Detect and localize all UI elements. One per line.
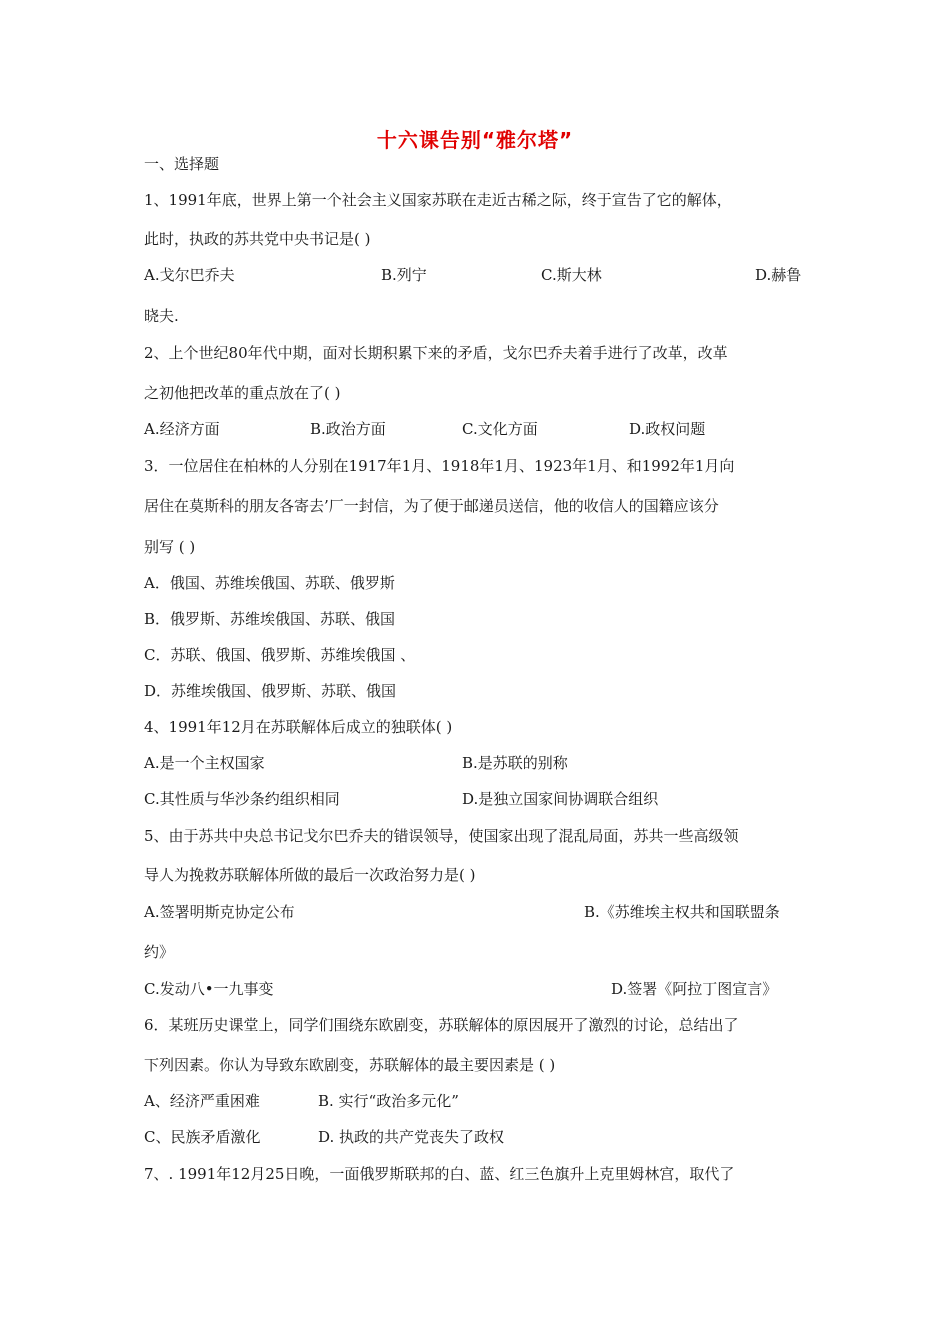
question-4-option-d: D.是独立国家间协调联合组织: [462, 790, 659, 808]
question-6-option-c: C、民族矛盾激化: [144, 1128, 261, 1146]
question-1-option-d-continued: 晓夫.: [144, 307, 179, 325]
question-6-option-d: D. 执政的共产党丧失了政权: [318, 1128, 505, 1146]
question-1-option-a: A.戈尔巴乔夫: [144, 266, 235, 284]
question-5-option-c: C.发动八•一九事变: [144, 980, 274, 998]
question-6-line-1: 6．某班历史课堂上，同学们围绕东欧剧变，苏联解体的原因展开了激烈的讨论，总结出了: [144, 1016, 739, 1034]
page-title: 十六课告别“雅尔塔”: [376, 128, 574, 152]
question-4-option-a: A.是一个主权国家: [144, 754, 265, 772]
question-2-line-1: 2、上个世纪80年代中期，面对长期积累下来的矛盾，戈尔巴乔夫着手进行了改革，改革: [144, 344, 728, 362]
question-1-option-b: B.列宁: [381, 266, 427, 284]
question-6-line-2: 下列因素。你认为导致东欧剧变，苏联解体的最主要因素是 ( ): [144, 1056, 556, 1074]
question-4-line-1: 4、1991年12月在苏联解体后成立的独联体( ): [144, 718, 453, 736]
question-5-line-2: 导人为挽救苏联解体所做的最后一次政治努力是( ): [144, 866, 476, 884]
question-2-option-b: B.政治方面: [310, 420, 386, 438]
question-1-option-c: C.斯大林: [541, 266, 602, 284]
question-5-option-b-continued: 约》: [144, 943, 175, 961]
question-2-line-2: 之初他把改革的重点放在了( ): [144, 384, 341, 402]
question-2-option-d: D.政权问题: [629, 420, 706, 438]
question-3-line-1: 3．一位居住在柏林的人分别在1917年1月、1918年1月、1923年1月、和1992年1月向: [144, 457, 735, 475]
question-3-option-b: B．俄罗斯、苏维埃俄国、苏联、俄国: [144, 610, 396, 628]
question-3-option-c: C．苏联、俄国、俄罗斯、苏维埃俄国 、: [144, 646, 416, 664]
question-5-option-a: A.签署明斯克协定公布: [144, 903, 295, 921]
question-2-option-c: C.文化方面: [462, 420, 538, 438]
question-3-line-3: 别写 ( ): [144, 538, 196, 556]
question-4-option-b: B.是苏联的别称: [462, 754, 568, 772]
question-5-option-d: D.签署《阿拉丁图宣言》: [611, 980, 778, 998]
section-heading: 一、选择题: [144, 155, 220, 173]
question-7-line-1: 7、. 1991年12月25日晚，一面俄罗斯联邦的白、蓝、红三色旗升上克里姆林宫，取代了: [144, 1165, 735, 1183]
question-5-line-1: 5、由于苏共中央总书记戈尔巴乔夫的错误领导，使国家出现了混乱局面，苏共一些高级领: [144, 827, 739, 845]
question-5-option-b: B.《苏维埃主权共和国联盟条: [584, 903, 780, 921]
question-3-line-2: 居住在莫斯科的朋友各寄去’厂一封信，为了便于邮递员送信，他的收信人的国籍应该分: [144, 497, 719, 515]
question-2-option-a: A.经济方面: [144, 420, 220, 438]
question-3-option-a: A．俄国、苏维埃俄国、苏联、俄罗斯: [144, 574, 395, 592]
question-6-option-a: A、经济严重困难: [144, 1092, 260, 1110]
question-4-option-c: C.其性质与华沙条约组织相同: [144, 790, 340, 808]
question-1-line-1: 1、1991年底，世界上第一个社会主义国家苏联在走近古稀之际，终于宣告了它的解体，: [144, 191, 732, 209]
question-1-line-2: 此时，执政的苏共党中央书记是( ): [144, 230, 371, 248]
question-6-option-b: B. 实行“政治多元化”: [318, 1092, 459, 1110]
question-3-option-d: D．苏维埃俄国、俄罗斯、苏联、俄国: [144, 682, 397, 700]
question-1-option-d: D.赫鲁: [755, 266, 802, 284]
